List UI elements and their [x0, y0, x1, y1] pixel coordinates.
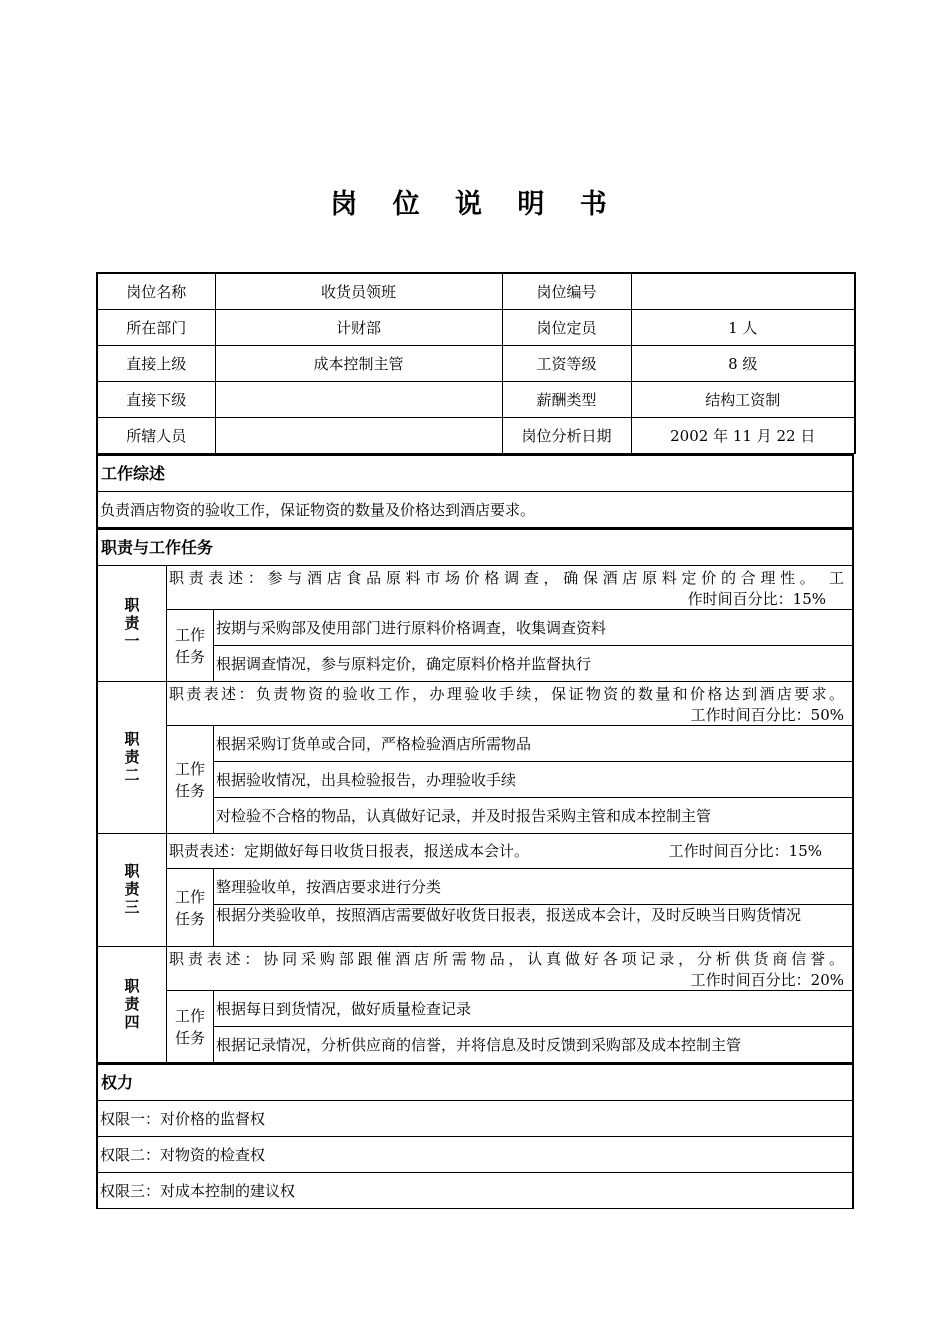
info-label: 薪酬类型: [502, 382, 631, 418]
task-item: 对检验不合格的物品，认真做好记录，并及时报告采购主管和成本控制主管: [214, 797, 852, 833]
info-label: 岗位名称: [97, 273, 215, 310]
info-value: 成本控制主管: [215, 346, 502, 382]
task-item: 根据分类验收单，按照酒店需要做好收货日报表，报送成本会计，及时反映当日购货情况: [214, 904, 852, 946]
info-label: 直接下级: [97, 382, 215, 418]
authority-item: 权限二：对物资的检查权: [98, 1136, 852, 1172]
duty-statement: [167, 834, 852, 868]
duty-statement-text: 职责表述：定期做好每日收货日报表，报送成本会计。: [169, 842, 530, 860]
work-summary-section: [96, 454, 854, 528]
info-value: 8 级: [631, 346, 855, 382]
task-label: [167, 610, 214, 681]
info-value: 收货员领班: [215, 273, 502, 310]
duty-statement-text: 职责表述：参与酒店食品原料市场价格调查，确保酒店原料定价的合理性。 工: [169, 569, 844, 587]
info-row: [97, 310, 855, 346]
info-label: 所辖人员: [97, 418, 215, 454]
summary-text: 负责酒店物资的验收工作，保证物资的数量及价格达到酒店要求。: [98, 491, 852, 527]
task-label-text: 工作任务: [174, 887, 205, 928]
task-label: [167, 726, 214, 833]
info-value: 1 人: [631, 310, 855, 346]
duty-label: [98, 566, 167, 681]
duty-block: [98, 946, 852, 1062]
authority-section: [96, 1063, 854, 1209]
authority-item: 权限一：对价格的监督权: [98, 1100, 852, 1136]
section-heading: 职责与工作任务: [98, 528, 852, 565]
task-item: 按期与采购部及使用部门进行原料价格调查，收集调查资料: [216, 619, 607, 637]
duty-time-percent: 作时间百分比：15%: [687, 590, 826, 608]
task-item: 根据调查情况，参与原料定价，确定原料价格并监督执行: [214, 645, 852, 681]
task-label-text: 工作任务: [174, 1006, 205, 1047]
info-value: 结构工资制: [631, 382, 855, 418]
duty-block: [98, 681, 852, 833]
duty-label: [98, 682, 167, 833]
duty-statement: [167, 566, 852, 609]
duty-statement: [167, 947, 852, 990]
task-label-text: 工作任务: [174, 759, 205, 800]
info-value: [631, 273, 855, 310]
info-row: [97, 418, 855, 454]
duty-label-text: 职责三: [122, 863, 141, 917]
duty-label: [98, 947, 167, 1062]
section-heading: 工作综述: [98, 454, 852, 491]
duty-label-text: 职责二: [122, 730, 141, 785]
duty-time-percent: 工作时间百分比：20%: [690, 971, 844, 989]
section-heading: 权力: [98, 1063, 852, 1100]
info-row: [97, 382, 855, 418]
duty-label-text: 职责一: [122, 596, 141, 651]
task-item: 根据验收情况，出具检验报告，办理验收手续: [214, 761, 852, 797]
duty-statement: [167, 682, 852, 725]
duty-label: [98, 834, 167, 946]
info-row: [97, 346, 855, 382]
info-label: 岗位编号: [502, 273, 631, 310]
task-item: 根据采购订货单或合同，严格检验酒店所需物品: [216, 735, 532, 753]
page-title: 岗 位 说 明 书: [330, 189, 620, 220]
info-label: 直接上级: [97, 346, 215, 382]
info-label: 所在部门: [97, 310, 215, 346]
info-label: 岗位分析日期: [502, 418, 631, 454]
info-row: [97, 273, 855, 310]
duties-section: [96, 528, 854, 1063]
info-label: 工资等级: [502, 346, 631, 382]
authority-item: 权限三：对成本控制的建议权: [98, 1172, 852, 1208]
task-label: [167, 991, 214, 1062]
info-label: 岗位定员: [502, 310, 631, 346]
duty-statement-text: 职责表述：负责物资的验收工作，办理验收手续，保证物资的数量和价格达到酒店要求。: [169, 685, 844, 703]
duty-time-percent: 工作时间百分比：50%: [690, 706, 844, 724]
duty-statement-text: 职责表述：协同采购部跟催酒店所需物品，认真做好各项记录，分析供货商信誉。: [169, 950, 844, 968]
info-value: [215, 418, 502, 454]
job-description-form: [96, 272, 854, 1209]
duty-block: [98, 565, 852, 681]
task-item: 整理验收单，按酒店要求进行分类: [216, 878, 442, 896]
basic-info-table: [96, 272, 856, 454]
info-value: [215, 382, 502, 418]
info-value: 2002 年 11 月 22 日: [631, 418, 855, 454]
duty-block: [98, 833, 852, 946]
info-value: 计财部: [215, 310, 502, 346]
task-item: 根据记录情况，分析供应商的信誉，并将信息及时反馈到采购部及成本控制主管: [214, 1026, 852, 1062]
duty-label-text: 职责四: [122, 977, 141, 1032]
duty-time-percent: 工作时间百分比：15%: [668, 842, 822, 860]
task-item: 根据每日到货情况，做好质量检查记录: [216, 1000, 472, 1018]
task-label: [167, 869, 214, 946]
task-label-text: 工作任务: [174, 625, 205, 666]
